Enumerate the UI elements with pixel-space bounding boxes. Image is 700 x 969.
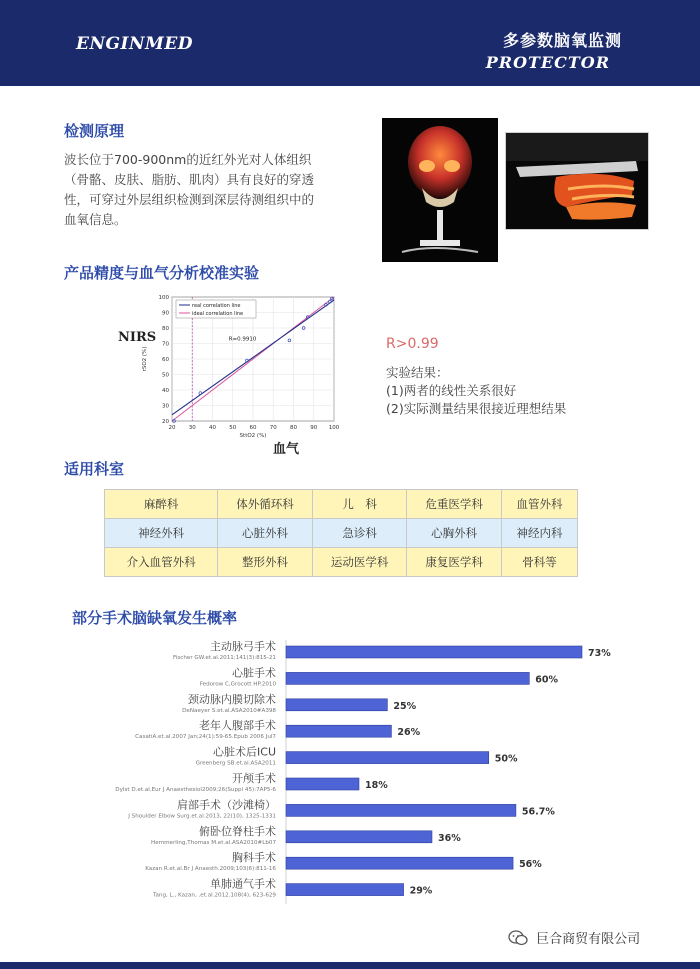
x-tick-label: 90: [310, 425, 318, 431]
r-value: R>0.99: [386, 336, 439, 352]
surgery-reference-label: J Shoulder Elbow Surg.et.al.2013, 22(10), 1325-1331: [128, 813, 276, 820]
department-cell: 危重医学科: [407, 490, 502, 519]
surgery-bar: [286, 804, 516, 816]
surgery-reference-label: Tang, L., Kazan, .et.al.2012.108(4), 623-629: [153, 892, 276, 899]
x-tick-label: 30: [188, 425, 196, 431]
x-tick-label: 40: [209, 425, 216, 431]
skull-illumination-photo: [382, 118, 498, 262]
surgery-value-label: 18%: [364, 780, 388, 791]
surgery-reference-label: CasatiA.et.al.2007 Jan;24(1):59-65.Epub 2006 Jul7: [135, 734, 276, 741]
department-cell: 儿 科: [312, 490, 407, 519]
x-tick-label: 60: [249, 425, 257, 431]
legend-label-real: real correlation line: [192, 303, 241, 309]
x-tick-label: 100: [328, 425, 340, 431]
surgery-bar: [286, 884, 404, 896]
brand-logo: ENGINMED: [76, 34, 194, 54]
surgery-reference-label: Hemmerling,Thomas M.et.al.ASA2010#Lb07: [150, 839, 276, 846]
departments-table: [104, 489, 578, 577]
surgery-value-label: 36%: [437, 832, 461, 844]
surgery-category-label: 心脏手术: [232, 666, 276, 680]
y-tick-label: 40: [162, 388, 169, 394]
correlation-annotation: R=0.9910: [228, 336, 257, 343]
surgery-bar: [286, 646, 582, 658]
surgery-hypoxia-bar-chart: [100, 636, 640, 906]
surgery-reference-label: Kazan R.et.al.Br J Anaesth.2009;103(6):811-16: [145, 866, 276, 873]
surgery-reference-label: Dylst D.et.al.Eur J Anaesthesiol2009;26(Suppl 45):7AP5-6: [115, 787, 276, 793]
surgery-chart-title: 部分手术脑缺氧发生概率: [72, 609, 238, 627]
x-tick-label: 20: [168, 425, 176, 431]
wechat-icon: [508, 930, 528, 950]
surgery-category-label: 胸科手术: [232, 851, 276, 865]
surgery-bar: [286, 831, 432, 843]
y-tick-label: 60: [162, 357, 169, 363]
header-divider: [0, 86, 700, 89]
surgery-category-label: 老年人腹部手术: [199, 719, 276, 733]
surgery-bar: [286, 857, 513, 869]
department-cell: 血管外科: [501, 490, 577, 519]
surgery-value-label: 56.7%: [521, 806, 555, 818]
surgery-reference-label: Fischer GW.et.al.2011;141(3):815-21: [172, 655, 276, 661]
surgery-bar: [286, 672, 529, 684]
footer-brand: [508, 928, 640, 950]
department-cell: 康复医学科: [407, 548, 502, 577]
surgery-category-label: 心脏术后ICU: [213, 745, 276, 759]
department-cell: 麻醉科: [105, 490, 218, 519]
result-item-1: (1)两者的线性关系很好: [386, 383, 517, 398]
surgery-value-label: 73%: [588, 648, 611, 659]
surgery-value-label: 60%: [535, 674, 559, 686]
surgery-value-label: 25%: [393, 700, 417, 712]
product-title-en: PROTECTOR: [485, 53, 610, 72]
department-cell: 心脏外科: [218, 519, 313, 548]
calibration-title: 产品精度与血气分析校准实验: [64, 264, 260, 282]
experiment-results: [386, 364, 566, 418]
blood-gas-axis-label: 血气: [273, 442, 300, 457]
x-tick-label: 50: [229, 425, 237, 431]
surgery-value-label: 29%: [409, 885, 433, 897]
footer-brand-text: 巨合商贸有限公司: [536, 932, 641, 947]
department-cell: 神经外科: [105, 519, 218, 548]
x-axis-label: SttO2 (%): [239, 433, 267, 439]
surgery-category-label: 颈动脉内膜切除术: [188, 692, 276, 706]
principle-title: 检测原理: [64, 122, 125, 140]
surgery-category-label: 主动脉弓手术: [210, 640, 276, 653]
surgery-category-label: 单肺通气手术: [210, 877, 276, 891]
result-item-2: (2)实际测量结果很接近理想结果: [386, 401, 567, 416]
nirs-axis-label: NIRS: [118, 330, 157, 345]
y-tick-label: 70: [162, 341, 169, 348]
y-tick-label: 80: [162, 326, 169, 332]
department-cell: 神经内科: [501, 519, 577, 548]
surgery-value-label: 26%: [397, 727, 421, 739]
y-tick-label: 50: [162, 372, 169, 379]
department-cell: 骨科等: [501, 548, 577, 577]
table-row: [105, 490, 578, 519]
table-row: [105, 548, 578, 577]
department-cell: 体外循环科: [218, 490, 313, 519]
surgery-category-label: 俯卧位脊柱手术: [199, 824, 276, 838]
department-cell: 整形外科: [218, 548, 313, 577]
page-header: [0, 0, 700, 86]
surgery-category-label: 开颅手术: [232, 772, 276, 785]
footer-divider: [0, 962, 700, 969]
y-tick-label: 90: [162, 310, 169, 317]
product-title-cn: 多参数脑氧监测: [502, 31, 622, 50]
department-cell: 运动医学科: [312, 548, 407, 577]
y-tick-label: 30: [162, 403, 169, 410]
surgery-category-label: 肩部手术（沙滩椅）: [177, 798, 276, 812]
surgery-bar: [286, 725, 391, 737]
surgery-value-label: 56%: [519, 859, 542, 871]
surgery-reference-label: DeNaeyer S.et.al.ASA2010#A398: [182, 707, 276, 714]
legend-label-ideal: ideal correlation line: [192, 311, 244, 317]
surgery-reference-label: Greenberg SB.et.al.ASA2011: [195, 760, 276, 767]
surgery-bar: [286, 699, 387, 711]
principle-text: 波长位于700-900nm的近红外光对人体组织（骨骼、皮肤、脂肪、肌肉）具有良好的穿透性，可穿过外层组织检测到深层待测组织中的血氧信息。: [64, 152, 315, 227]
hand-illumination-photo: [505, 132, 649, 230]
x-tick-label: 70: [269, 425, 277, 431]
y-tick-label: 20: [162, 419, 169, 425]
calibration-scatter-chart: [136, 289, 348, 439]
department-cell: 急诊科: [312, 519, 407, 548]
table-row: [105, 519, 578, 548]
y-axis-label: rSO2 (%): [142, 346, 148, 372]
department-cell: 心胸外科: [407, 519, 502, 548]
surgery-value-label: 50%: [494, 753, 518, 765]
result-title: 实验结果：: [386, 365, 449, 380]
x-tick-label: 80: [290, 425, 297, 431]
surgery-reference-label: Fedorow C,Grocott HP.2010: [199, 681, 276, 688]
surgery-bar: [286, 778, 359, 790]
departments-title: 适用科室: [64, 460, 125, 478]
surgery-bar: [286, 752, 489, 764]
department-cell: 介入血管外科: [105, 548, 218, 577]
y-tick-label: 100: [158, 295, 169, 301]
